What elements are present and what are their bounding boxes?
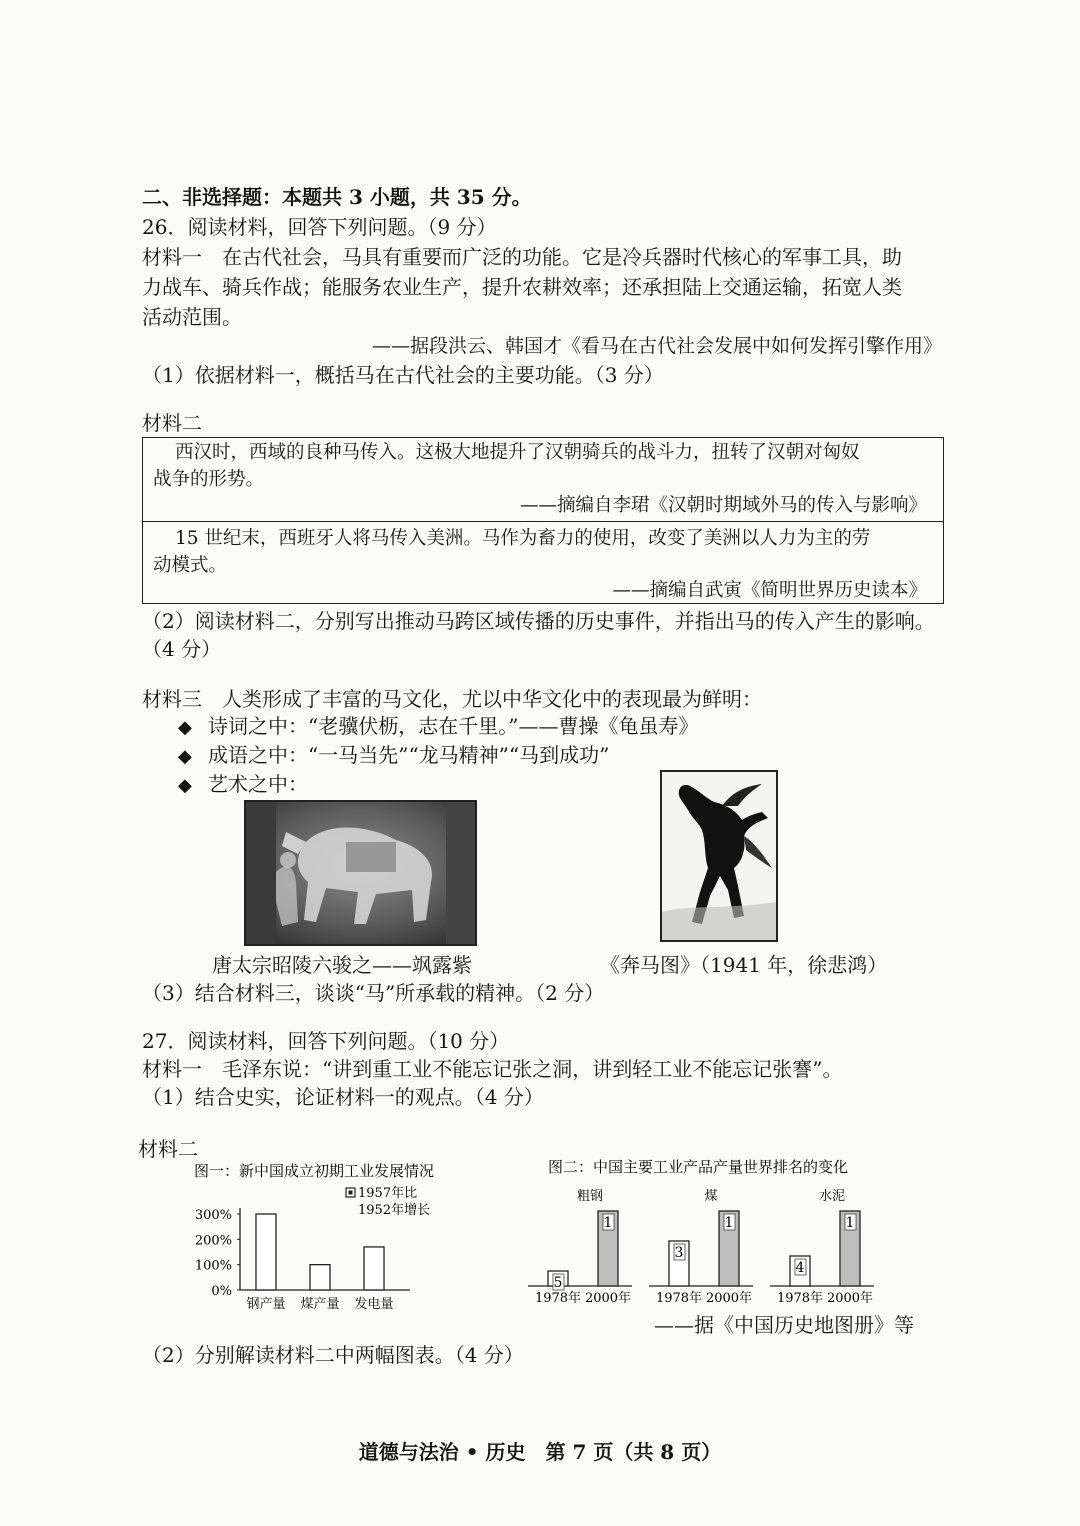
material2-row-han [143,438,943,522]
chart2-rank-label: 1 [724,1215,734,1231]
chart1-xtick-label: 发电量 [354,1297,394,1312]
row-han-line1: 西汉时，西域的良种马传入。这极大地提升了汉朝骑兵的战斗力，扭转了汉朝对匈奴 [175,442,860,463]
q26-material1-line1: 材料一 在古代社会，马具有重要而广泛的功能。它是冷兵器时代核心的军事工具，助 [142,245,902,269]
chart2-series-label: 水泥 [818,1189,846,1204]
chart1-ytick-label: 100% [194,1258,232,1274]
diamond-bullet-icon: ◆ [178,775,192,796]
page-footer: 道德与法治 • 历史 第 7 页（共 8 页） [358,1440,722,1464]
chart1-bar [310,1265,330,1290]
row-america-source: ——摘编自武寅《简明世界历史读本》 [612,580,927,601]
diamond-bullet-icon: ◆ [178,717,192,738]
chart1-legend-swatch-fill [349,1191,353,1195]
row-han-source: ——摘编自李珺《汉朝时期域外马的传入与影响》 [519,495,927,516]
row-han-line2: 战争的形势。 [153,469,265,490]
material2-row-america [143,522,943,604]
q27-header: 27．阅读材料，回答下列问题。（10 分） [142,1029,510,1053]
chart-world-ranking [528,1150,898,1320]
section-title: 二、非选择题：本题共 3 小题，共 35 分。 [142,185,532,209]
q26-sub3: （3）结合材料三，谈谈“马”所承载的精神。（2 分） [142,981,605,1005]
chart2-xtick-label: 1978年 [776,1291,824,1306]
chart1-ytick-label: 200% [194,1233,232,1249]
q27-material1: 材料一 毛泽东说：“讲到重工业不能忘记张之洞，讲到轻工业不能忘记张謇”。 [142,1057,843,1081]
galloping-horse-painting [660,770,778,942]
chart2-rank-label: 1 [603,1215,613,1231]
chart1-xtick-label: 煤产量 [300,1297,340,1312]
zhaoling-relief-image [244,800,477,946]
chart1-bar [364,1247,384,1290]
chart1-xtick-label: 钢产量 [246,1297,286,1312]
chart1-bar [256,1214,276,1290]
chart2-rank-label: 3 [674,1245,684,1261]
chart1-ytick-label: 0% [211,1284,232,1299]
chart2-series-label: 粗钢 [576,1189,604,1204]
chart1-legend-line2: 1952年增长 [358,1203,431,1218]
relief-caption: 唐太宗昭陵六骏之——飒露紫 [212,953,472,977]
q27-material2-label: 材料二 [138,1137,198,1161]
chart2-xtick-label: 1978年 [655,1291,703,1306]
row-america-line1: 15 世纪末，西班牙人将马传入美洲。马作为畜力的使用，改变了美洲以人力为主的劳 [175,528,871,549]
chart2-xtick-label: 2000年 [584,1291,632,1306]
bullet-idioms: ◆ 成语之中：“一马当先”“龙马精神”“马到成功” [178,740,609,772]
q27-sub1: （1）结合史实，论证材料一的观点。（4 分） [142,1085,544,1109]
bullet-poetry: ◆ 诗词之中：“老骥伏枥，志在千里。”——曹操《龟虽寿》 [178,711,698,743]
chart2-rank-label: 1 [845,1215,855,1231]
chart2-title: 图二：中国主要工业产品产量世界排名的变化 [548,1158,849,1176]
q26-material3-intro: 材料三 人类形成了丰富的马文化，尤以中华文化中的表现最为鲜明： [142,687,762,711]
chart2-xtick-label: 2000年 [826,1291,874,1306]
q26-material1-line3: 活动范围。 [142,305,242,329]
q26-material1-source: ——据段洪云、韩国才《看马在古代社会发展中如何发挥引擎作用》 [371,335,942,357]
chart2-xtick-label: 2000年 [705,1291,753,1306]
chart1-title: 图一：新中国成立初期工业发展情况 [194,1162,435,1180]
chart-industrial-growth [190,1150,490,1320]
q27-sub2: （2）分别解读材料二中两幅图表。（4 分） [142,1343,524,1367]
q26-material1-line2: 力战车、骑兵作战；能服务农业生产，提升农耕效率；还承担陆上交通运输，拓宽人类 [142,275,902,299]
q26-sub2-line1: （2）阅读材料二，分别写出推动马跨区域传播的历史事件，并指出马的传入产生的影响。 [142,609,935,633]
q26-sub2-line2: （4 分） [142,637,222,661]
q27-source: ——据《中国历史地图册》等 [654,1313,914,1337]
chart2-xtick-label: 1978年 [534,1291,582,1306]
chart2-rank-label: 5 [553,1275,563,1291]
material2-table [142,437,944,604]
q26-sub1: （1）依据材料一，概括马在古代社会的主要功能。（3 分） [142,363,664,387]
row-america-line2: 动模式。 [153,555,228,576]
q26-header: 26．阅读材料，回答下列问题。（9 分） [142,215,497,239]
chart1-legend-line1: 1957年比 [358,1186,418,1201]
bullet-art: ◆ 艺术之中： [178,769,308,801]
diamond-bullet-icon: ◆ [178,746,192,767]
painting-caption: 《奔马图》（1941 年，徐悲鸿） [600,953,888,977]
chart1-ytick-label: 300% [194,1208,232,1223]
chart2-rank-label: 4 [795,1260,805,1276]
chart2-series-label: 煤 [704,1189,718,1204]
q26-material2-label: 材料二 [142,411,202,435]
